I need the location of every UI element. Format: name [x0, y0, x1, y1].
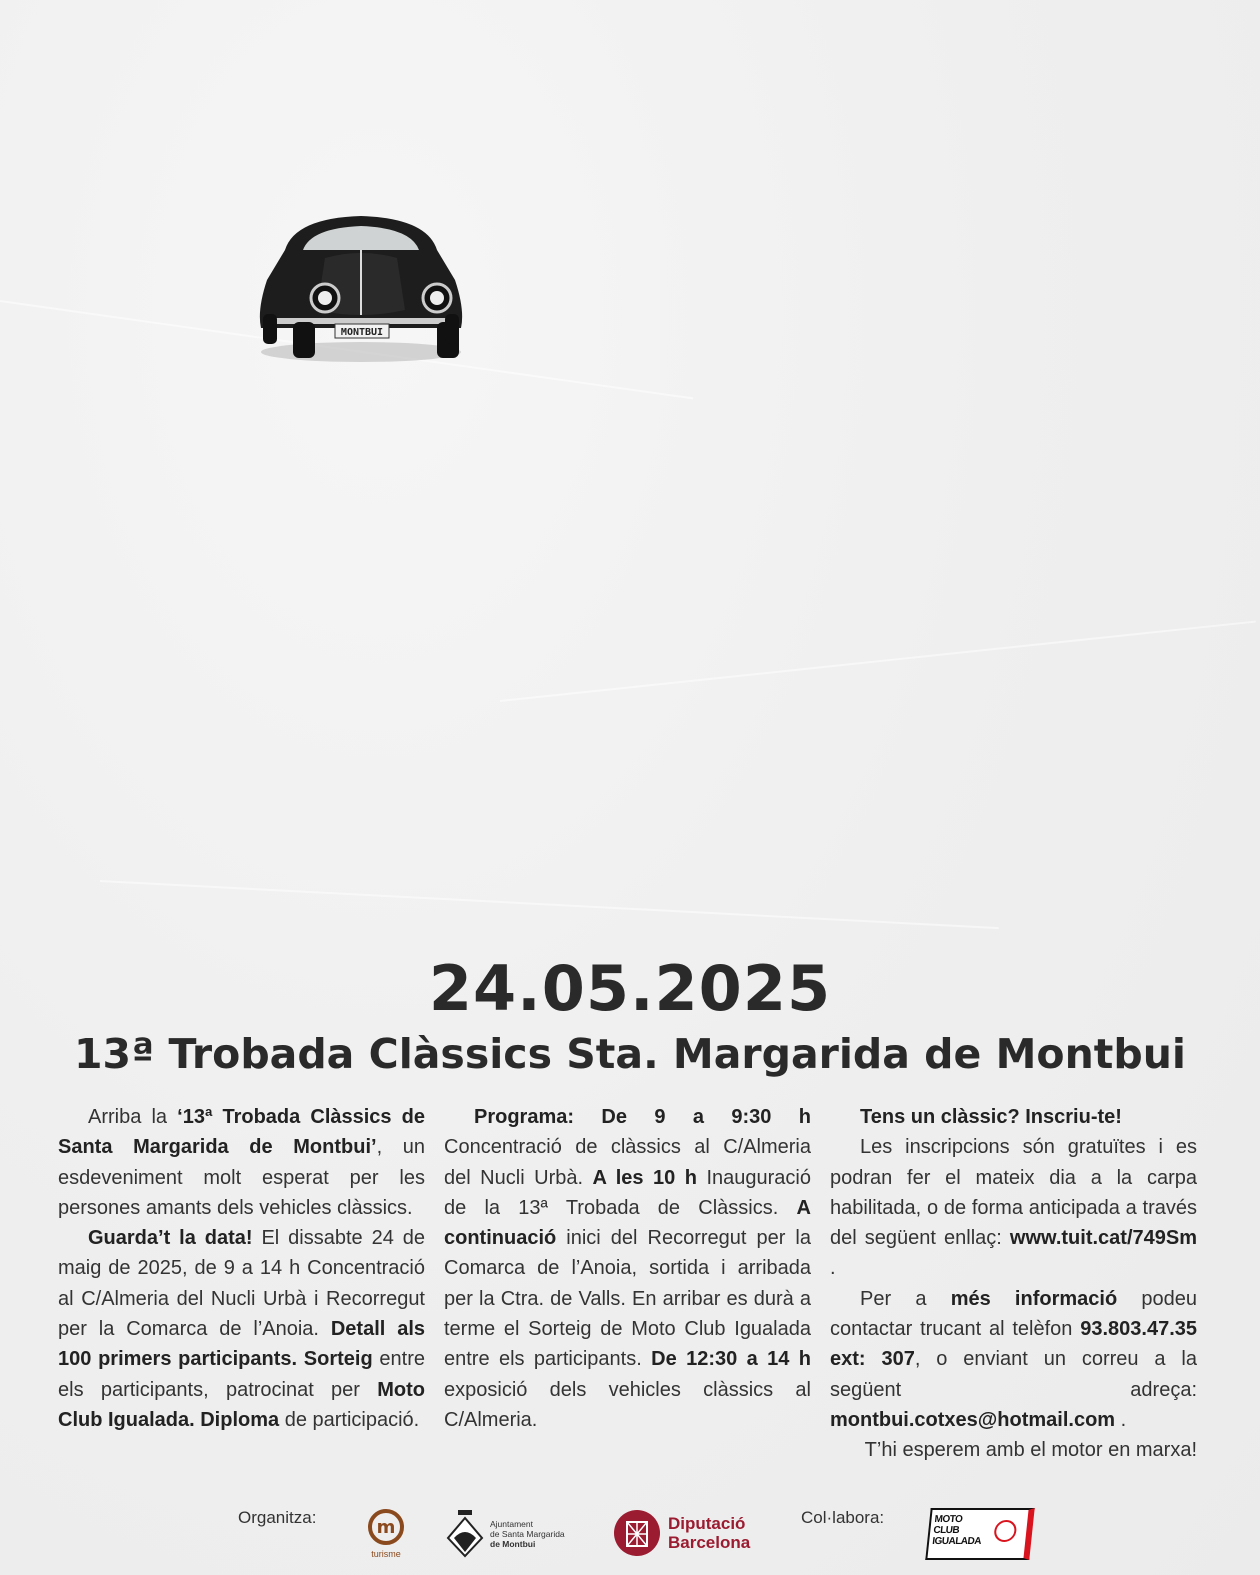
event-date: 24.05.2025: [428, 952, 832, 1025]
paragraph: [830, 1435, 1197, 1465]
text: Inauguració de la 13ª Trobada de Clàssics.: [444, 1166, 811, 1219]
text: Per a: [860, 1287, 951, 1310]
text: , o enviant un correu a la següent adreça:: [830, 1348, 1198, 1401]
text: de participació.: [279, 1408, 420, 1431]
paper-crease: [500, 621, 1256, 702]
ajuntament-text-1: Ajuntament: [490, 1519, 533, 1529]
text: , un esdeveniment molt esperat per les persones amants dels vehicles clàssics.: [58, 1136, 426, 1219]
bold-text: Moto Club Igualada. Diploma: [58, 1378, 425, 1431]
bold-text: Sorteig: [303, 1348, 373, 1371]
vintage-beetle-car-image: [255, 210, 467, 370]
bold-text: Tens un clàssic? Inscriu-te!: [860, 1106, 1122, 1128]
igualada-text: IGUALADA: [931, 1536, 982, 1547]
ajuntament-logo: [446, 1510, 565, 1558]
license-plate-text: MONTBUI: [340, 327, 384, 338]
text: El dissabte 24 de maig de 2025, de 9 a 14 h Concentració al C/Almeria del Nucli Urbà i Recorregut per la Comarca de l’Anoia.: [58, 1227, 425, 1341]
moto-text: MOTO: [933, 1514, 963, 1525]
ajuntament-shield-icon: [446, 1510, 484, 1558]
bold-text: Programa: De 9 a 9:30 h: [474, 1106, 811, 1128]
text: inici del Recorregut per la Comarca de l’Anoia, sortida i arribada per la Ctra. de Valls. En arribar es durà a terme el Sorteig de Moto Club Igualada entre els participants.: [444, 1227, 811, 1371]
ajuntament-text-3: de Montbui: [490, 1539, 536, 1549]
paper-crease: [100, 880, 999, 929]
column-programa: [444, 1102, 811, 1435]
bold-text: 93.803.47.35 ext: 307: [830, 1318, 1197, 1371]
turisme-m-icon: [367, 1508, 405, 1546]
bold-text: montbui.cotxes@hotmail.com: [830, 1408, 1116, 1431]
club-text: CLUB: [932, 1525, 960, 1536]
event-title: 13ª Trobada Clàssics Sta. Margarida de Montbui: [74, 1030, 1186, 1078]
text: exposició dels vehicles clàssics al C/Almeria.: [444, 1378, 811, 1431]
barcelona-text: Barcelona: [668, 1533, 751, 1552]
turisme-logo: [366, 1508, 406, 1559]
moto-club-igualada-logo: [925, 1508, 1034, 1560]
svg-text:m: m: [376, 1517, 396, 1538]
text: .: [830, 1257, 836, 1280]
diputacio-emblem-icon: [614, 1510, 660, 1556]
bold-text: A les 10 h: [592, 1166, 697, 1189]
text: Arriba la: [88, 1106, 178, 1128]
text: Les inscripcions són gratuïtes i es podran fer el mateix dia a la carpa habilitada, o de forma anticipada a través del següent enllaç:: [830, 1136, 1197, 1250]
column-inscripcions: [830, 1102, 1197, 1466]
text: podeu contactar trucant al telèfon: [830, 1287, 1198, 1341]
paragraph: [444, 1102, 811, 1435]
bold-text: A continuació: [444, 1196, 811, 1250]
bold-text: ‘13ª Trobada Clàssics de Santa Margarida de Montbui’: [58, 1106, 426, 1159]
paragraph: [830, 1102, 1197, 1132]
bold-text: Guarda’t la data!: [88, 1227, 253, 1250]
text: T’hi esperem amb el motor en marxa!: [864, 1439, 1197, 1462]
bold-text: Detall als 100 primers participants.: [58, 1318, 426, 1371]
text: [297, 1348, 304, 1370]
text: .: [1115, 1408, 1127, 1431]
paragraph: [830, 1132, 1197, 1283]
paragraph: [58, 1102, 425, 1223]
bold-text: www.tuit.cat/749Sm: [1009, 1227, 1197, 1250]
column-intro: [58, 1102, 425, 1435]
diputacio-barcelona-logo: [614, 1510, 750, 1556]
turisme-text: turisme: [371, 1549, 401, 1559]
text: entre els participants, patrocinat per: [58, 1348, 425, 1401]
ajuntament-text-2: de Santa Margarida: [490, 1529, 565, 1539]
bold-text: De 12:30 a 14 h: [651, 1348, 812, 1371]
bold-text: més informació: [950, 1287, 1118, 1310]
paragraph: [830, 1284, 1197, 1435]
text: Concentració de clàssics al C/Almeria del Nucli Urbà.: [444, 1136, 811, 1189]
organitza-label: Organitza:: [238, 1508, 317, 1527]
paragraph: [58, 1223, 425, 1435]
diputacio-text: Diputació: [668, 1514, 746, 1533]
col-labora-label: Col·labora:: [801, 1508, 885, 1527]
